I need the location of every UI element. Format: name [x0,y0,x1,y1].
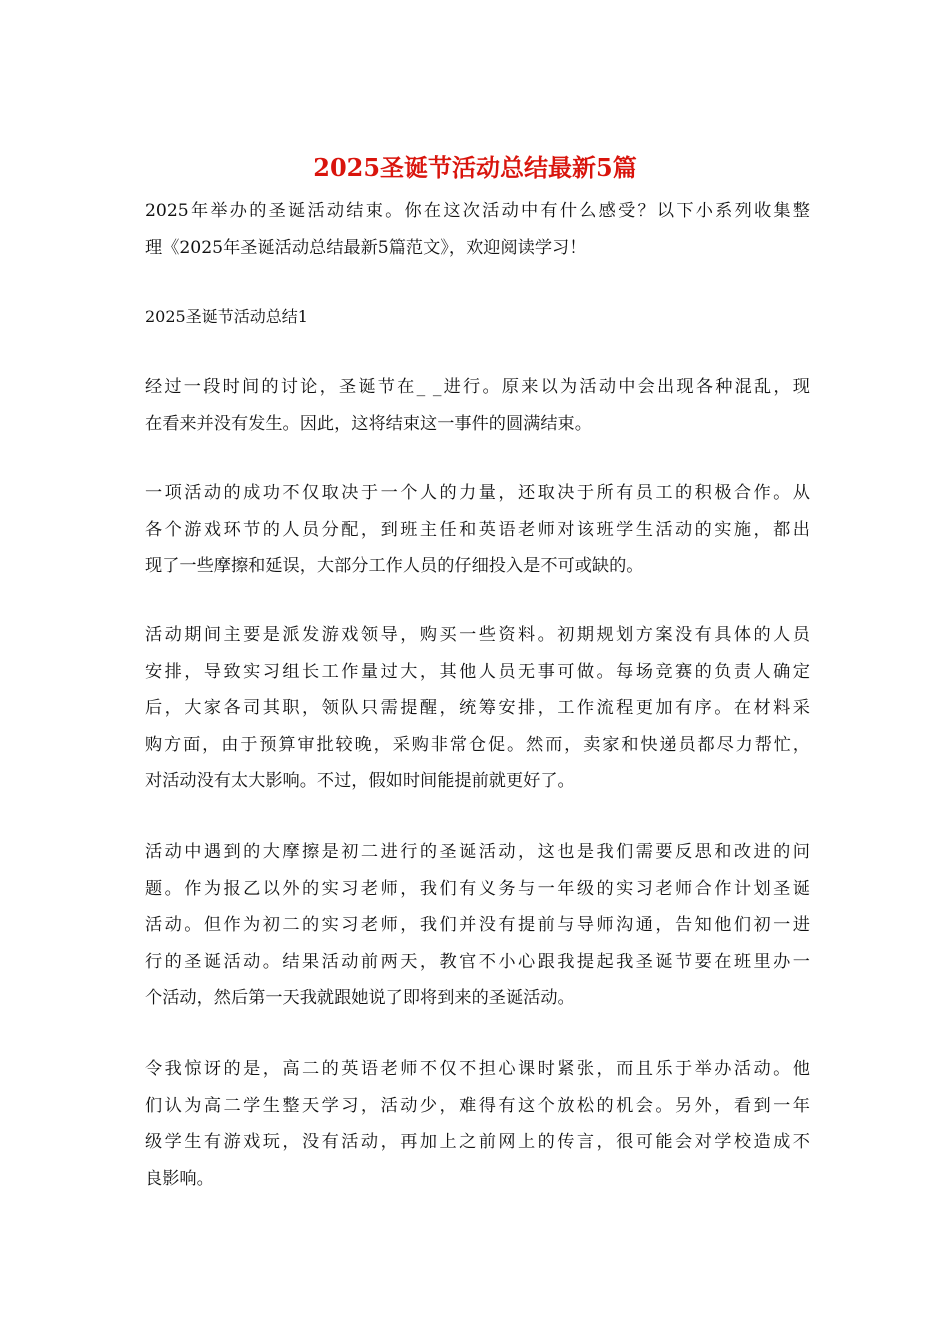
paragraph-line: 级学生有游戏玩，没有活动，再加上之前网上的传言，很可能会对学校造成不 [145,1132,810,1152]
body-paragraph-3 [145,617,810,800]
document-title: 2025圣诞节活动总结最新5篇 [313,153,637,182]
paragraph-line: 购方面，由于预算审批较晚，采购非常仓促。然而，卖家和快递员都尽力帮忙， [145,734,810,755]
intro-line: 2025年举办的圣诞活动结束。你在这次活动中有什么感受？以下小系列收集整 [145,201,810,221]
paragraph-line: 活动中遇到的大摩擦是初二进行的圣诞活动，这也是我们需要反思和改进的问 [145,842,810,862]
paragraph-line: 活动期间主要是派发游戏领导，购买一些资料。初期规划方案没有具体的人员 [145,625,810,645]
paragraph-line: 安排，导致实习组长工作量过大，其他人员无事可做。每场竞赛的负责人确定 [145,661,810,682]
paragraph-line: 各个游戏环节的人员分配，到班主任和英语老师对该班学生活动的实施，都出 [145,519,810,540]
paragraph-line: 们认为高二学生整天学习，活动少，难得有这个放松的机会。另外，看到一年 [145,1095,810,1116]
intro-line: 理《2025年圣诞活动总结最新5篇范文》，欢迎阅读学习！ [145,237,587,258]
paragraph-line: 行的圣诞活动。结果活动前两天，教官不小心跟我提起我圣诞节要在班里办一 [145,951,810,972]
paragraph-line: 个活动，然后第一天我就跟她说了即将到来的圣诞活动。 [145,988,575,1008]
body-paragraph-5 [145,1051,810,1197]
paragraph-line: 活动。但作为初二的实习老师，我们并没有提前与导师沟通，告知他们初一进 [145,915,810,935]
intro-paragraph [145,193,810,266]
paragraph-line: 经过一段时间的讨论，圣诞节在_ _进行。原来以为活动中会出现各种混乱，现 [145,377,810,397]
paragraph-line: 后，大家各司其职，领队只需提醒，统筹安排，工作流程更加有序。在材料采 [145,698,810,718]
body-paragraph-1 [145,369,810,442]
paragraph-line: 对活动没有太大影响。不过，假如时间能提前就更好了。 [145,771,575,791]
body-paragraph-4 [145,834,810,1017]
paragraph-line: 在看来并没有发生。因此，这将结束这一事件的圆满结束。 [145,413,592,434]
paragraph-line: 一项活动的成功不仅取决于一个人的力量，还取决于所有员工的积极合作。从 [145,483,810,503]
body-paragraph-2 [145,475,810,585]
paragraph-line: 良影响。 [145,1168,214,1189]
paragraph-line: 现了一些摩擦和延误，大部分工作人员的仔细投入是不可或缺的。 [145,556,644,576]
paragraph-line: 题。作为报乙以外的实习老师，我们有义务与一年级的实习老师合作计划圣诞 [145,878,810,899]
paragraph-line: 令我惊讶的是，高二的英语老师不仅不担心课时紧张，而且乐于举办活动。他 [145,1059,810,1079]
section-heading: 2025圣诞节活动总结1 [145,307,308,326]
